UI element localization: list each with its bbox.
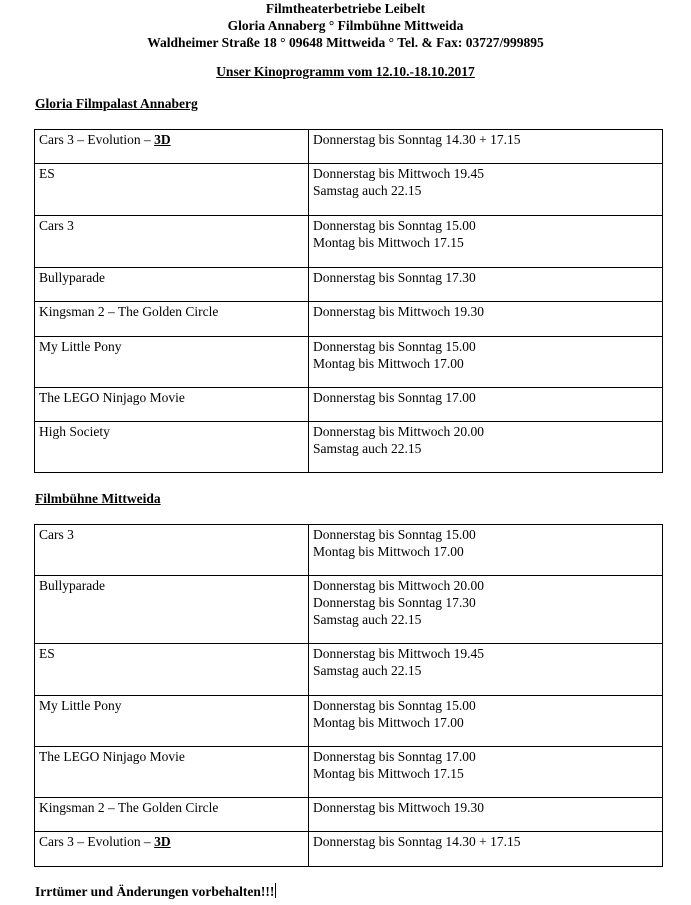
showtime-line: Donnerstag bis Mittwoch 20.00 xyxy=(313,424,484,439)
table-row xyxy=(35,164,663,216)
table-row xyxy=(35,337,663,388)
film-title-cell xyxy=(35,337,309,388)
showtime-line: Donnerstag bis Mittwoch 19.45 xyxy=(313,166,484,181)
table-row xyxy=(35,422,663,473)
showtimes-cell xyxy=(309,216,663,268)
table-row xyxy=(35,576,663,644)
table-row xyxy=(35,216,663,268)
showtimes-cell xyxy=(309,388,663,422)
film-title: Cars 3 xyxy=(39,527,74,542)
showtime-line: Donnerstag bis Sonntag 15.00 xyxy=(313,218,476,233)
showtime-line: Donnerstag bis Mittwoch 19.30 xyxy=(313,800,484,815)
showtimes-cell xyxy=(309,525,663,576)
disclaimer-text: Irrtümer und Änderungen vorbehalten!!! xyxy=(35,884,275,899)
film-title: My Little Pony xyxy=(39,339,122,354)
showtimes-cell xyxy=(309,832,663,867)
film-title: ES xyxy=(39,166,55,181)
showtime-line: Montag bis Mittwoch 17.15 xyxy=(313,766,464,781)
film-title: The LEGO Ninjago Movie xyxy=(39,390,185,405)
section-title-annaberg: Gloria Filmpalast Annaberg xyxy=(35,96,198,111)
film-title: Kingsman 2 – The Golden Circle xyxy=(39,800,219,815)
showtime-line: Montag bis Mittwoch 17.00 xyxy=(313,356,464,371)
film-title-cell xyxy=(35,422,309,473)
table-row xyxy=(35,302,663,337)
schedule-table-mittweida xyxy=(34,524,663,867)
schedule-table-annaberg xyxy=(34,129,663,473)
showtimes-cell xyxy=(309,576,663,644)
film-title-cell xyxy=(35,388,309,422)
section-title-mittweida: Filmbühne Mittweida xyxy=(35,491,161,506)
film-title: Cars 3 – Evolution – xyxy=(39,132,155,147)
film-title-cell xyxy=(35,644,309,696)
table-row xyxy=(35,130,663,164)
showtimes-cell xyxy=(309,747,663,798)
showtime-line: Samstag auch 22.15 xyxy=(313,663,422,678)
table-row xyxy=(35,832,663,867)
showtime-line: Donnerstag bis Sonntag 17.30 xyxy=(313,270,476,285)
showtimes-cell xyxy=(309,644,663,696)
film-title-cell xyxy=(35,832,309,867)
showtime-line: Samstag auch 22.15 xyxy=(313,183,422,198)
showtimes-cell xyxy=(309,130,663,164)
film-title: Cars 3 – Evolution – xyxy=(39,834,155,849)
showtimes-cell xyxy=(309,696,663,747)
header-cinemas: Gloria Annaberg ° Filmbühne Mittweida xyxy=(227,18,464,33)
film-title-cell xyxy=(35,302,309,337)
film-title-cell xyxy=(35,747,309,798)
showtimes-cell xyxy=(309,798,663,832)
showtime-line: Montag bis Mittwoch 17.00 xyxy=(313,544,464,559)
showtime-line: Donnerstag bis Sonntag 15.00 xyxy=(313,339,476,354)
showtimes-cell xyxy=(309,268,663,302)
film-title-cell xyxy=(35,696,309,747)
showtimes-cell xyxy=(309,422,663,473)
showtimes-cell xyxy=(309,337,663,388)
header-address: Waldheimer Straße 18 ° 09648 Mittweida ° Tel. & Fax: 03727/999895 xyxy=(147,35,544,50)
header-company: Filmtheaterbetriebe Leibelt xyxy=(265,1,426,16)
film-title: ES xyxy=(39,646,55,661)
table-row xyxy=(35,268,663,302)
disclaimer-footer xyxy=(35,883,276,900)
showtime-line: Samstag auch 22.15 xyxy=(313,441,422,456)
showtime-line: Donnerstag bis Mittwoch 20.00 xyxy=(313,578,484,593)
showtime-line: Samstag auch 22.15 xyxy=(313,612,422,627)
film-title: Cars 3 xyxy=(39,218,74,233)
film-title-cell xyxy=(35,576,309,644)
film-title-cell xyxy=(35,798,309,832)
showtime-line: Donnerstag bis Mittwoch 19.30 xyxy=(313,304,484,319)
table-row xyxy=(35,696,663,747)
film-title: High Society xyxy=(39,424,110,439)
showtime-line: Donnerstag bis Sonntag 15.00 xyxy=(313,698,476,713)
film-title-cell xyxy=(35,525,309,576)
showtime-line: Donnerstag bis Sonntag 17.30 xyxy=(313,595,476,610)
format-3d-badge: 3D xyxy=(154,132,171,147)
showtime-line: Donnerstag bis Sonntag 15.00 xyxy=(313,527,476,542)
table-row xyxy=(35,525,663,576)
showtime-line: Donnerstag bis Sonntag 17.00 xyxy=(313,390,476,405)
film-title-cell xyxy=(35,216,309,268)
showtime-line: Donnerstag bis Sonntag 17.00 xyxy=(313,749,476,764)
film-title-cell xyxy=(35,130,309,164)
film-title: The LEGO Ninjago Movie xyxy=(39,749,185,764)
showtime-line: Donnerstag bis Mittwoch 19.45 xyxy=(313,646,484,661)
format-3d-badge: 3D xyxy=(154,834,171,849)
showtimes-cell xyxy=(309,164,663,216)
film-title: Bullyparade xyxy=(39,578,105,593)
showtime-line: Montag bis Mittwoch 17.15 xyxy=(313,235,464,250)
table-row xyxy=(35,747,663,798)
table-row xyxy=(35,798,663,832)
film-title-cell xyxy=(35,268,309,302)
program-title: Unser Kinoprogramm vom 12.10.-18.10.2017 xyxy=(216,64,475,79)
film-title: Bullyparade xyxy=(39,270,105,285)
film-title: My Little Pony xyxy=(39,698,122,713)
film-title-cell xyxy=(35,164,309,216)
showtime-line: Donnerstag bis Sonntag 14.30 + 17.15 xyxy=(313,132,521,147)
showtime-line: Donnerstag bis Sonntag 14.30 + 17.15 xyxy=(313,834,521,849)
showtime-line: Montag bis Mittwoch 17.00 xyxy=(313,715,464,730)
table-row xyxy=(35,388,663,422)
film-title: Kingsman 2 – The Golden Circle xyxy=(39,304,219,319)
text-cursor xyxy=(275,883,276,898)
showtimes-cell xyxy=(309,302,663,337)
table-row xyxy=(35,644,663,696)
